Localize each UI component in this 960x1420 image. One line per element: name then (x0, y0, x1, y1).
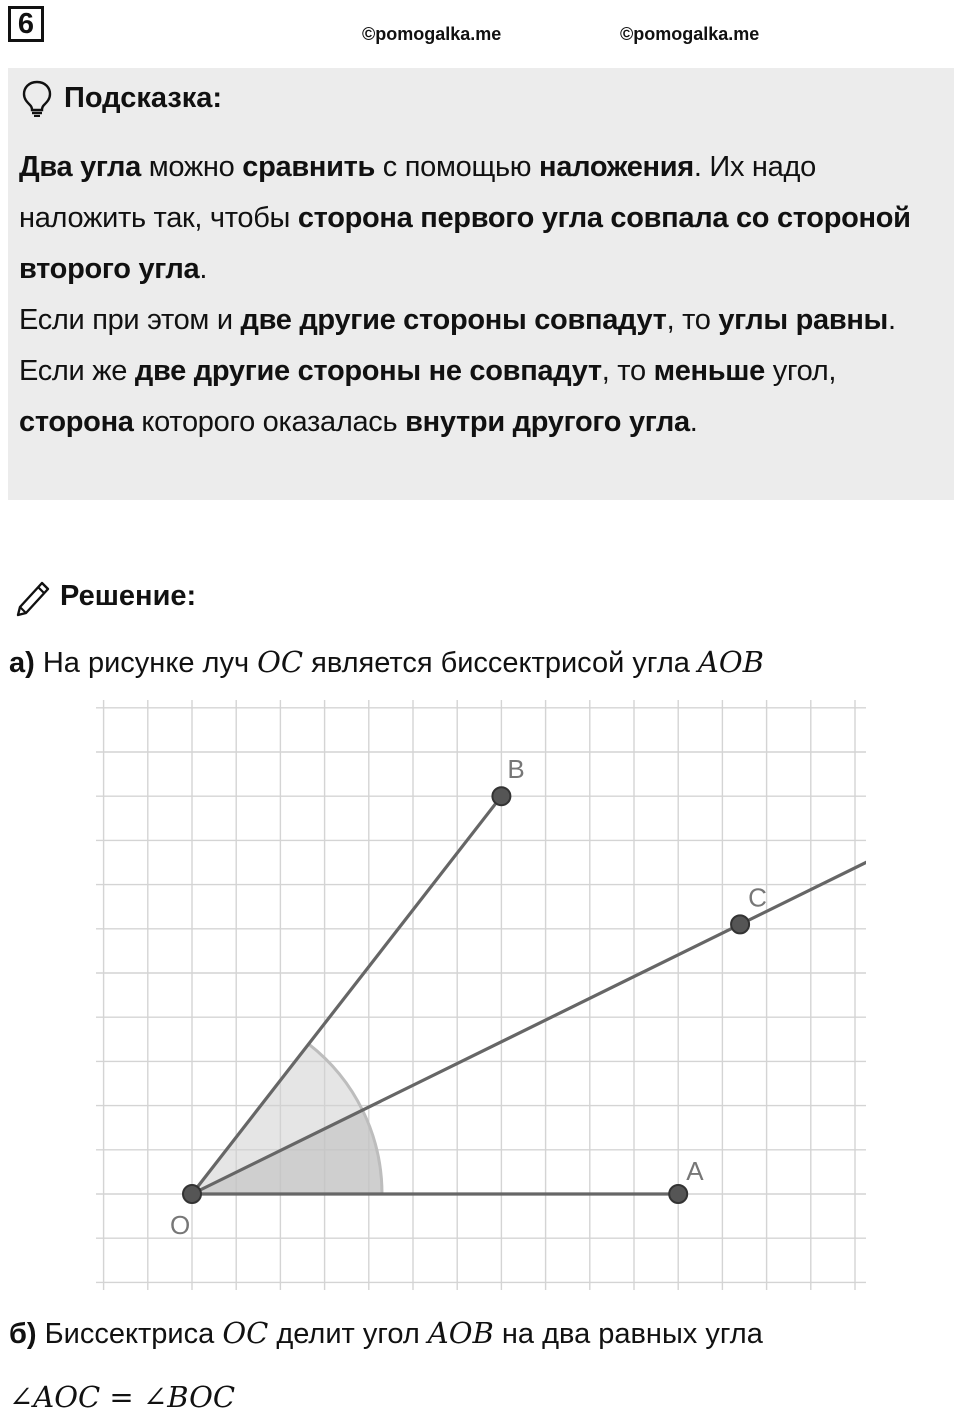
label-point-c: C (748, 882, 767, 913)
hint-paragraph-2 (19, 295, 949, 448)
label-point-o: O (170, 1210, 191, 1240)
equation-right: ∠BOC (142, 1380, 236, 1414)
hint-text-span: Если при этом и (19, 304, 241, 336)
part-a-text: является биссектрисой угла (303, 647, 698, 679)
watermark: ©pomogalka.me (620, 24, 760, 44)
task-number: 6 (8, 6, 44, 42)
hint-title: Подсказка: (64, 81, 223, 114)
hint-bold-text: углы равны (718, 304, 889, 336)
hint-text-span: . Их надо наложить так, чтобы (19, 151, 816, 234)
part-b-text: на два равных угла (493, 1318, 763, 1350)
hint-bold-text: сторона (19, 406, 134, 438)
solution-header (12, 574, 196, 618)
hint-bold-text: Два угла (19, 151, 141, 183)
hint-paragraph-1 (19, 142, 949, 295)
part-b-label: б) (9, 1318, 37, 1350)
pencil-icon (12, 575, 54, 617)
hint-text-span: , то (601, 355, 654, 387)
hint-text-span: . (689, 406, 698, 438)
hint-bold-text: две другие стороны не совпадут (134, 355, 602, 387)
point-c (731, 915, 749, 933)
geometry-figure (96, 700, 866, 1290)
point-o (183, 1185, 201, 1203)
point-b (492, 787, 510, 805)
part-a-label: а) (9, 647, 35, 679)
part-a-line (9, 645, 764, 680)
hint-text-span: с помощью (375, 151, 540, 183)
hint-text-span: . Если же (19, 304, 896, 387)
equation-equals: = (100, 1380, 143, 1414)
hint-bold-text: внутри другого угла (405, 406, 690, 438)
equation-left: ∠AOC (9, 1380, 101, 1414)
math-angle-aob: AOB (427, 1316, 494, 1350)
hint-text-span: . (199, 253, 208, 285)
lightbulb-icon (20, 79, 54, 117)
math-ray-oc: OC (222, 1316, 269, 1350)
solution-title: Решение: (60, 579, 197, 612)
hint-text-span: , то (666, 304, 719, 336)
hint-text-span: которого оказалась (133, 406, 406, 438)
part-b-text: делит угол (268, 1318, 428, 1350)
math-angle-aob: AOB (697, 645, 764, 679)
hint-text (19, 142, 949, 448)
hint-bold-text: наложения (539, 151, 694, 183)
point-a (669, 1185, 687, 1203)
part-a-text: На рисунке луч (34, 647, 258, 679)
hint-bold-text: две другие стороны совпадут (240, 304, 667, 336)
equation-line (9, 1380, 235, 1414)
hint-bold-text: меньше (653, 355, 765, 387)
hint-bold-text: сторона первого угла совпала со стороной второго угла (19, 202, 911, 285)
hint-bold-text: сравнить (242, 151, 376, 183)
part-b-line (9, 1316, 763, 1351)
hint-text-span: можно (140, 151, 243, 183)
watermark: ©pomogalka.me (362, 24, 502, 44)
math-ray-oc: OC (257, 645, 304, 679)
label-point-a: A (686, 1156, 704, 1186)
hint-text-span: угол, (765, 355, 837, 387)
label-point-b: B (507, 754, 525, 785)
part-b-text: Биссектриса (36, 1318, 223, 1350)
hint-header (20, 78, 222, 118)
